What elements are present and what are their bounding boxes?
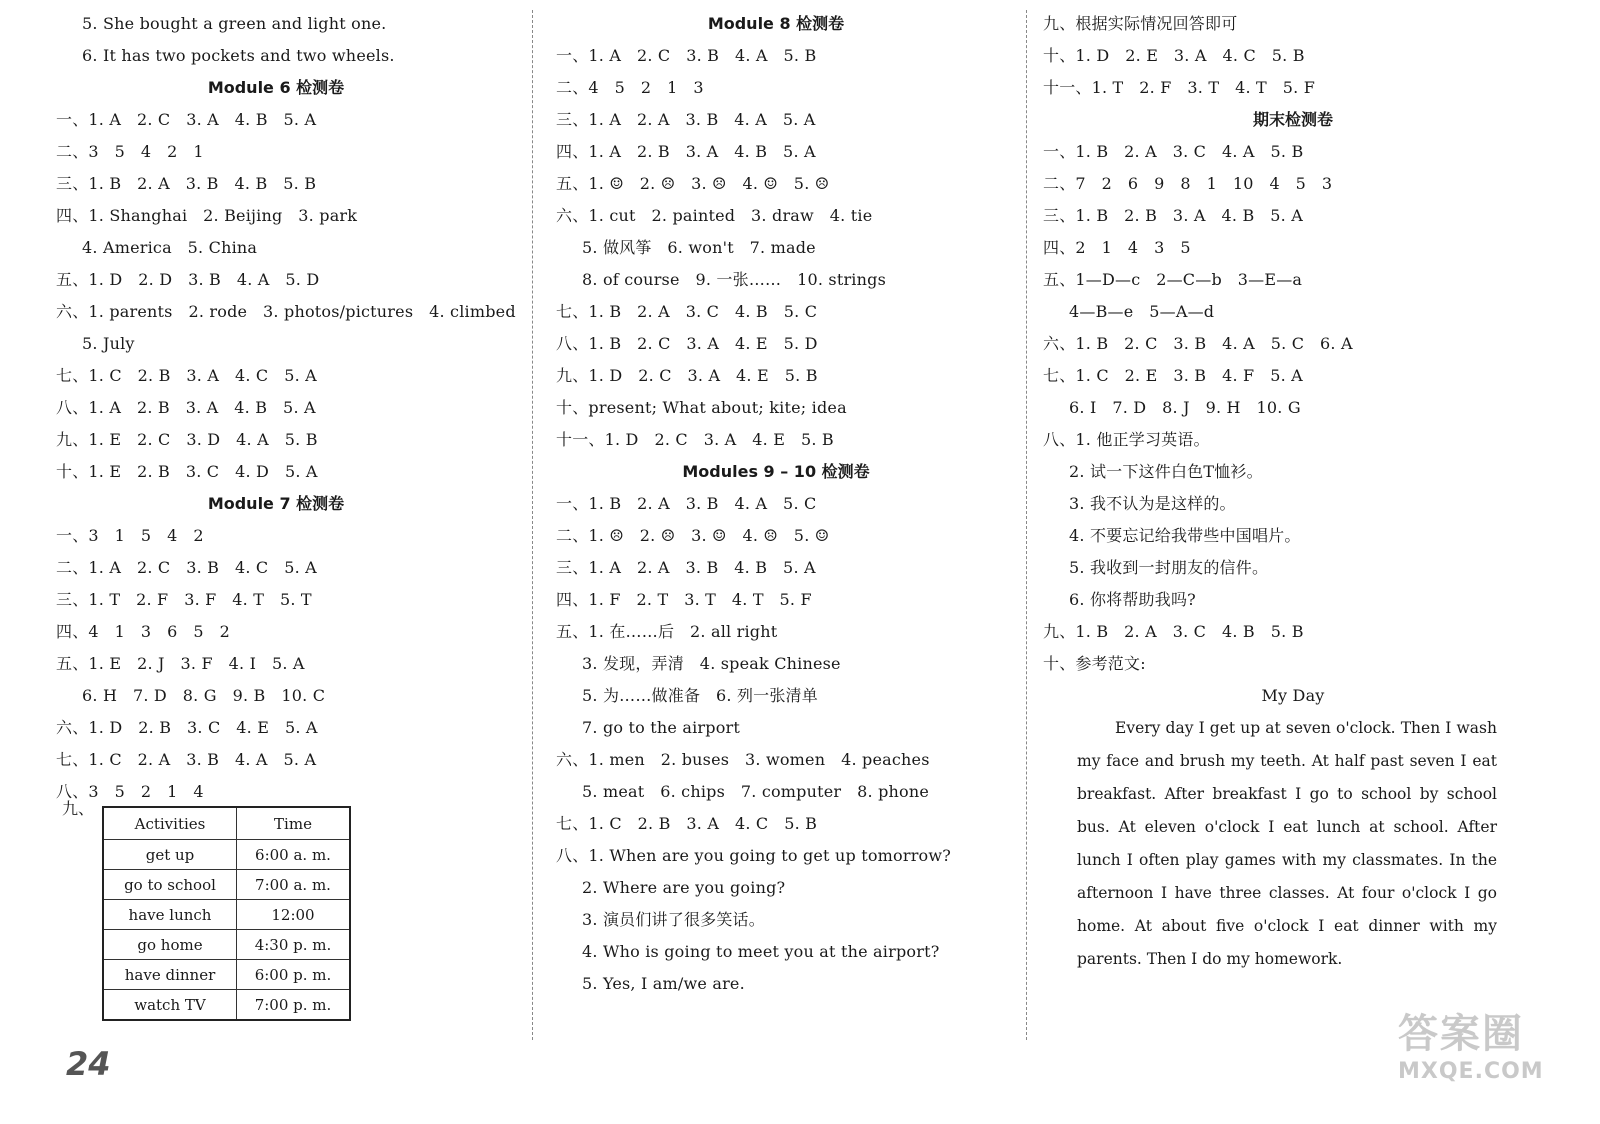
answer-line: 3. 我不认为是这样的。 [1069,494,1236,513]
answer-line: 六、1. parents 2. rode 3. photos/pictures 4. climbed [56,302,516,321]
answer-line: 五、1. D 2. D 3. B 4. A 5. D [56,270,320,289]
activity-cell: get up [103,840,237,870]
answer-line: 一、1. A 2. C 3. A 4. B 5. A [56,110,317,129]
table-row [103,840,350,870]
answer-line: 十、1. D 2. E 3. A 4. C 5. B [1043,46,1305,65]
answer-line: 十、present; What about; kite; idea [556,398,847,417]
answer-line: 一、1. A 2. C 3. B 4. A 5. B [556,46,817,65]
answer-line: 八、1. B 2. C 3. A 4. E 5. D [556,334,818,353]
answer-line: 三、1. T 2. F 3. F 4. T 5. T [56,590,312,609]
answer-line: 十一、1. T 2. F 3. T 4. T 5. F [1043,78,1316,97]
answer-line: 八、1. 他正学习英语。 [1043,430,1210,449]
answer-line: 3. 发现，弄清 4. speak Chinese [582,654,841,673]
section-heading: Modules 9 – 10 检测卷 [682,462,870,481]
activity-cell: have dinner [103,960,237,990]
answer-line: 七、1. C 2. A 3. B 4. A 5. A [56,750,317,769]
answer-line: 一、1. B 2. A 3. C 4. A 5. B [1043,142,1304,161]
table-row [103,870,350,900]
answer-line: 三、1. B 2. B 3. A 4. B 5. A [1043,206,1303,225]
answer-line: 八、3 5 2 1 4 [56,782,204,801]
answer-line: 九、根据实际情况回答即可 [1043,14,1238,33]
table-row [103,990,350,1021]
answer-line: 五、1. ☺ 2. ☹ 3. ☹ 4. ☺ 5. ☹ [556,174,830,193]
answer-line: 四、4 1 3 6 5 2 [56,622,230,641]
answer-line: 六、1. B 2. C 3. B 4. A 5. C 6. A [1043,334,1353,353]
answer-line: 六、1. men 2. buses 3. women 4. peaches [556,750,930,769]
answer-line: 六、1. D 2. B 3. C 4. E 5. A [56,718,318,737]
answer-line: 七、1. C 2. B 3. A 4. C 5. A [56,366,317,385]
answer-line: 一、3 1 5 4 2 [56,526,204,545]
time-cell: 4:30 p. m. [237,930,351,960]
answer-line: 九、1. B 2. A 3. C 4. B 5. B [1043,622,1304,641]
answer-line: 4. 不要忘记给我带些中国唱片。 [1069,526,1301,545]
time-cell: 6:00 p. m. [237,960,351,990]
activity-table [102,806,351,1021]
activity-cell: watch TV [103,990,237,1021]
answer-line: 6. It has two pockets and two wheels. [82,46,395,65]
answer-line: 2. 试一下这件白色T恤衫。 [1069,462,1263,481]
answer-line: 七、1. C 2. B 3. A 4. C 5. B [556,814,818,833]
answer-line: 八、1. A 2. B 3. A 4. B 5. A [56,398,316,417]
answer-line: 四、1. Shanghai 2. Beijing 3. park [56,206,358,225]
answer-line: 四、1. F 2. T 3. T 4. T 5. F [556,590,812,609]
column-divider-2 [1026,10,1027,1040]
answer-line: 6. H 7. D 8. G 9. B 10. C [82,686,326,705]
answer-line: 二、1. ☹ 2. ☹ 3. ☺ 4. ☹ 5. ☺ [556,526,830,545]
answer-line: 6. 你将帮助我吗? [1069,590,1196,609]
table-header: Activities [103,807,237,840]
table-header-row [103,807,350,840]
section-heading: Module 6 检测卷 [207,78,345,97]
answer-column-1 [56,8,516,808]
answer-line: 十一、1. D 2. C 3. A 4. E 5. B [556,430,834,449]
table-row [103,930,350,960]
activity-cell: have lunch [103,900,237,930]
watermark-text-bottom: MXQE.COM [1398,1059,1544,1084]
table-header: Time [237,807,351,840]
answer-line: 三、1. A 2. A 3. B 4. A 5. A [556,110,816,129]
answer-line: 5. July [82,334,135,353]
answer-line: 5. meat 6. chips 7. computer 8. phone [582,782,930,801]
answer-line: 4. Who is going to meet you at the airport? [582,942,940,961]
time-cell: 12:00 [237,900,351,930]
watermark-text-top: 答案圈 [1398,1011,1524,1057]
answer-line: 5. She bought a green and light one. [82,14,387,33]
answer-line: 二、7 2 6 9 8 1 10 4 5 3 [1043,174,1333,193]
answer-line: 九、1. D 2. C 3. A 4. E 5. B [556,366,818,385]
answer-line: 5. 为……做准备 6. 列一张清单 [582,686,818,705]
answer-line: 九、1. E 2. C 3. D 4. A 5. B [56,430,318,449]
time-cell: 6:00 a. m. [237,840,351,870]
answer-line: 二、3 5 4 2 1 [56,142,204,161]
answer-line: My Day [1261,686,1325,705]
time-cell: 7:00 a. m. [237,870,351,900]
answer-line: 五、1. 在……后 2. all right [556,622,778,641]
answer-line: 5. Yes, I am/we are. [582,974,745,993]
answer-line: 十、参考范文: [1043,654,1146,673]
answer-line: 二、1. A 2. C 3. B 4. C 5. A [56,558,317,577]
activity-cell: go to school [103,870,237,900]
answer-line: 五、1—D—c 2—C—b 3—E—a [1043,270,1303,289]
answer-line: 七、1. B 2. A 3. C 4. B 5. C [556,302,818,321]
answer-line: 六、1. cut 2. painted 3. draw 4. tie [556,206,873,225]
table-row [103,960,350,990]
column-divider-1 [532,10,533,1040]
answer-line: 4—B—e 5—A—d [1069,302,1215,321]
answer-line: 8. of course 9. 一张…… 10. strings [582,270,886,289]
answer-line: 4. America 5. China [82,238,258,257]
page-number: 24 [66,1045,111,1083]
watermark-logo [1398,1010,1568,1100]
answer-line: 七、1. C 2. E 3. B 4. F 5. A [1043,366,1303,385]
answer-line: 5. 做风筝 6. won't 7. made [582,238,816,257]
section-heading: 期末检测卷 [1252,110,1333,129]
section-heading: Module 8 检测卷 [707,14,845,33]
answer-line: 6. I 7. D 8. J 9. H 10. G [1069,398,1301,417]
answer-line: 四、2 1 4 3 5 [1043,238,1191,257]
section-heading: Module 7 检测卷 [207,494,345,513]
answer-line: 三、1. A 2. A 3. B 4. B 5. A [556,558,816,577]
answer-line: 三、1. B 2. A 3. B 4. B 5. B [56,174,317,193]
answer-line: 7. go to the airport [582,718,741,737]
answer-column-3 [1043,8,1543,976]
answer-line: 5. 我收到一封朋友的信件。 [1069,558,1269,577]
answer-column-2 [556,8,996,1000]
answer-line: 3. 演员们讲了很多笑话。 [582,910,765,929]
time-cell: 7:00 p. m. [237,990,351,1021]
answer-line: 二、4 5 2 1 3 [556,78,704,97]
question-nine-label: 九、 [62,799,95,818]
activity-cell: go home [103,930,237,960]
answer-line: 五、1. E 2. J 3. F 4. I 5. A [56,654,305,673]
answer-line: 2. Where are you going? [582,878,786,897]
table-row [103,900,350,930]
answer-line: 十、1. E 2. B 3. C 4. D 5. A [56,462,318,481]
answer-line: 八、1. When are you going to get up tomorrow? [556,846,952,865]
essay-paragraph: Every day I get up at seven o'clock. Then I wash my face and brush my teeth. At half past seven I eat breakfast. After breakfast I go to school by school bus. At eleven o'clock I eat lunch at school. After lunch I often play games with my classmates. In the afternoon I have three classes. At four o'clock I go home. At about five o'clock I eat dinner with my parents. Then I do my homework. [1077,719,1497,968]
answer-line: 一、1. B 2. A 3. B 4. A 5. C [556,494,817,513]
answer-line: 四、1. A 2. B 3. A 4. B 5. A [556,142,816,161]
